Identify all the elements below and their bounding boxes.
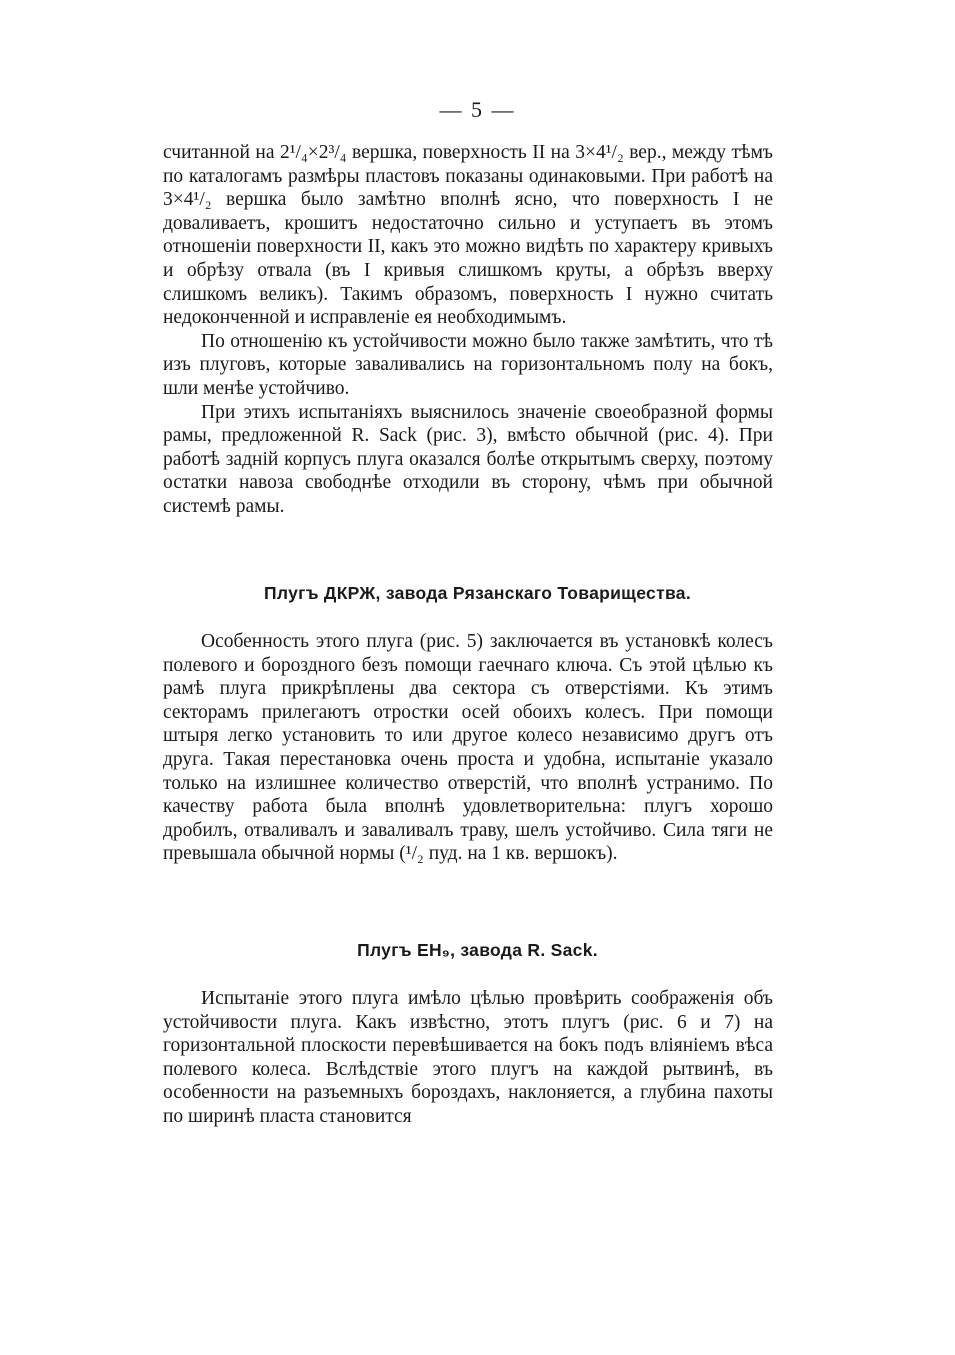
paragraph-5: Испытаніе этого плуга имѣло цѣлью провѣрить соображенія объ устойчивости плуга. Какъ извѣстно, этотъ плугъ (рис. 6 и 7) на горизонтальной плоскости перевѣшивается на бокъ подъ вліяніемъ вѣса полевого колеса. Вслѣдствіе этого плугъ на каждой рытвинѣ, въ особенности на разъемныхъ бороздахъ, наклоняется, а глубина пахоты по ширинѣ пласта становится [163,988,773,1127]
section-heading-eh9: Плугъ EH₉, завода R. Sack. [357,940,598,960]
section-1-text [163,141,773,519]
page-number: — 5 — [439,97,516,122]
section-2-text [163,630,773,866]
paragraph-4: Особенность этого плуга (рис. 5) заключается въ установкѣ колесъ полевого и бороздного безъ помощи гаечнаго ключа. Съ этой цѣлью къ рамѣ плуга прикрѣплены два сектора съ отверстіями. Къ этимъ секторамъ прилегаютъ отростки осей обоихъ колесъ. При помощи штыря легко установить то или другое колесо независимо другъ отъ друга. Такая перестановка очень проста и удобна, испытаніе указало только на излишнее количество отверстій, что вполнѣ устранимо. По качеству работа была вполнѣ удовлетворительна: плугъ хорошо дробилъ, отваливалъ и заваливалъ траву, шелъ устойчиво. Сила тяги не превышала обычной нормы (¹/₂ пуд. на 1 кв. вершокъ). [163,631,773,865]
section-heading-dkrzh: Плугъ ДКРЖ, завода Рязанскаго Товарищества. [264,583,691,603]
paragraph-2: По отношенію къ устойчивости можно было также замѣтить, что тѣ изъ плуговъ, которые заваливались на горизонтальномъ полу на бокъ, шли менѣе устойчиво. [163,330,773,399]
paragraph-1: считанной на 2¹/₄×2³/₄ вершка, поверхность II на 3×4¹/₂ вер., между тѣмъ по каталогамъ размѣры пластовъ показаны одинаковыми. При работѣ на 3×4¹/₂ вершка было замѣтно вполнѣ ясно, что поверхность I не доваливаетъ, крошитъ недостаточно сильно и уступаетъ въ этомъ отношеніи поверхности II, какъ это можно видѣть по характеру кривыхъ и обрѣзу отвала (въ I кривыя слишкомъ круты, а обрѣзъ вверху слишкомъ великъ). Такимъ образомъ, поверхность I нужно считать недоконченной и исправленіе ея необходимымъ. [163,142,773,329]
paragraph-3: При этихъ испытаніяхъ выяснилось значеніе своеобразной формы рамы, предложенной R. Sack (рис. 3), вмѣсто обычной (рис. 4). При работѣ задній корпусъ плуга оказался болѣе открытымъ сверху, поэтому остатки навоза свободнѣе отходили въ сторону, чѣмъ при обычной системѣ рамы. [163,401,773,517]
section-3-text [163,987,773,1129]
